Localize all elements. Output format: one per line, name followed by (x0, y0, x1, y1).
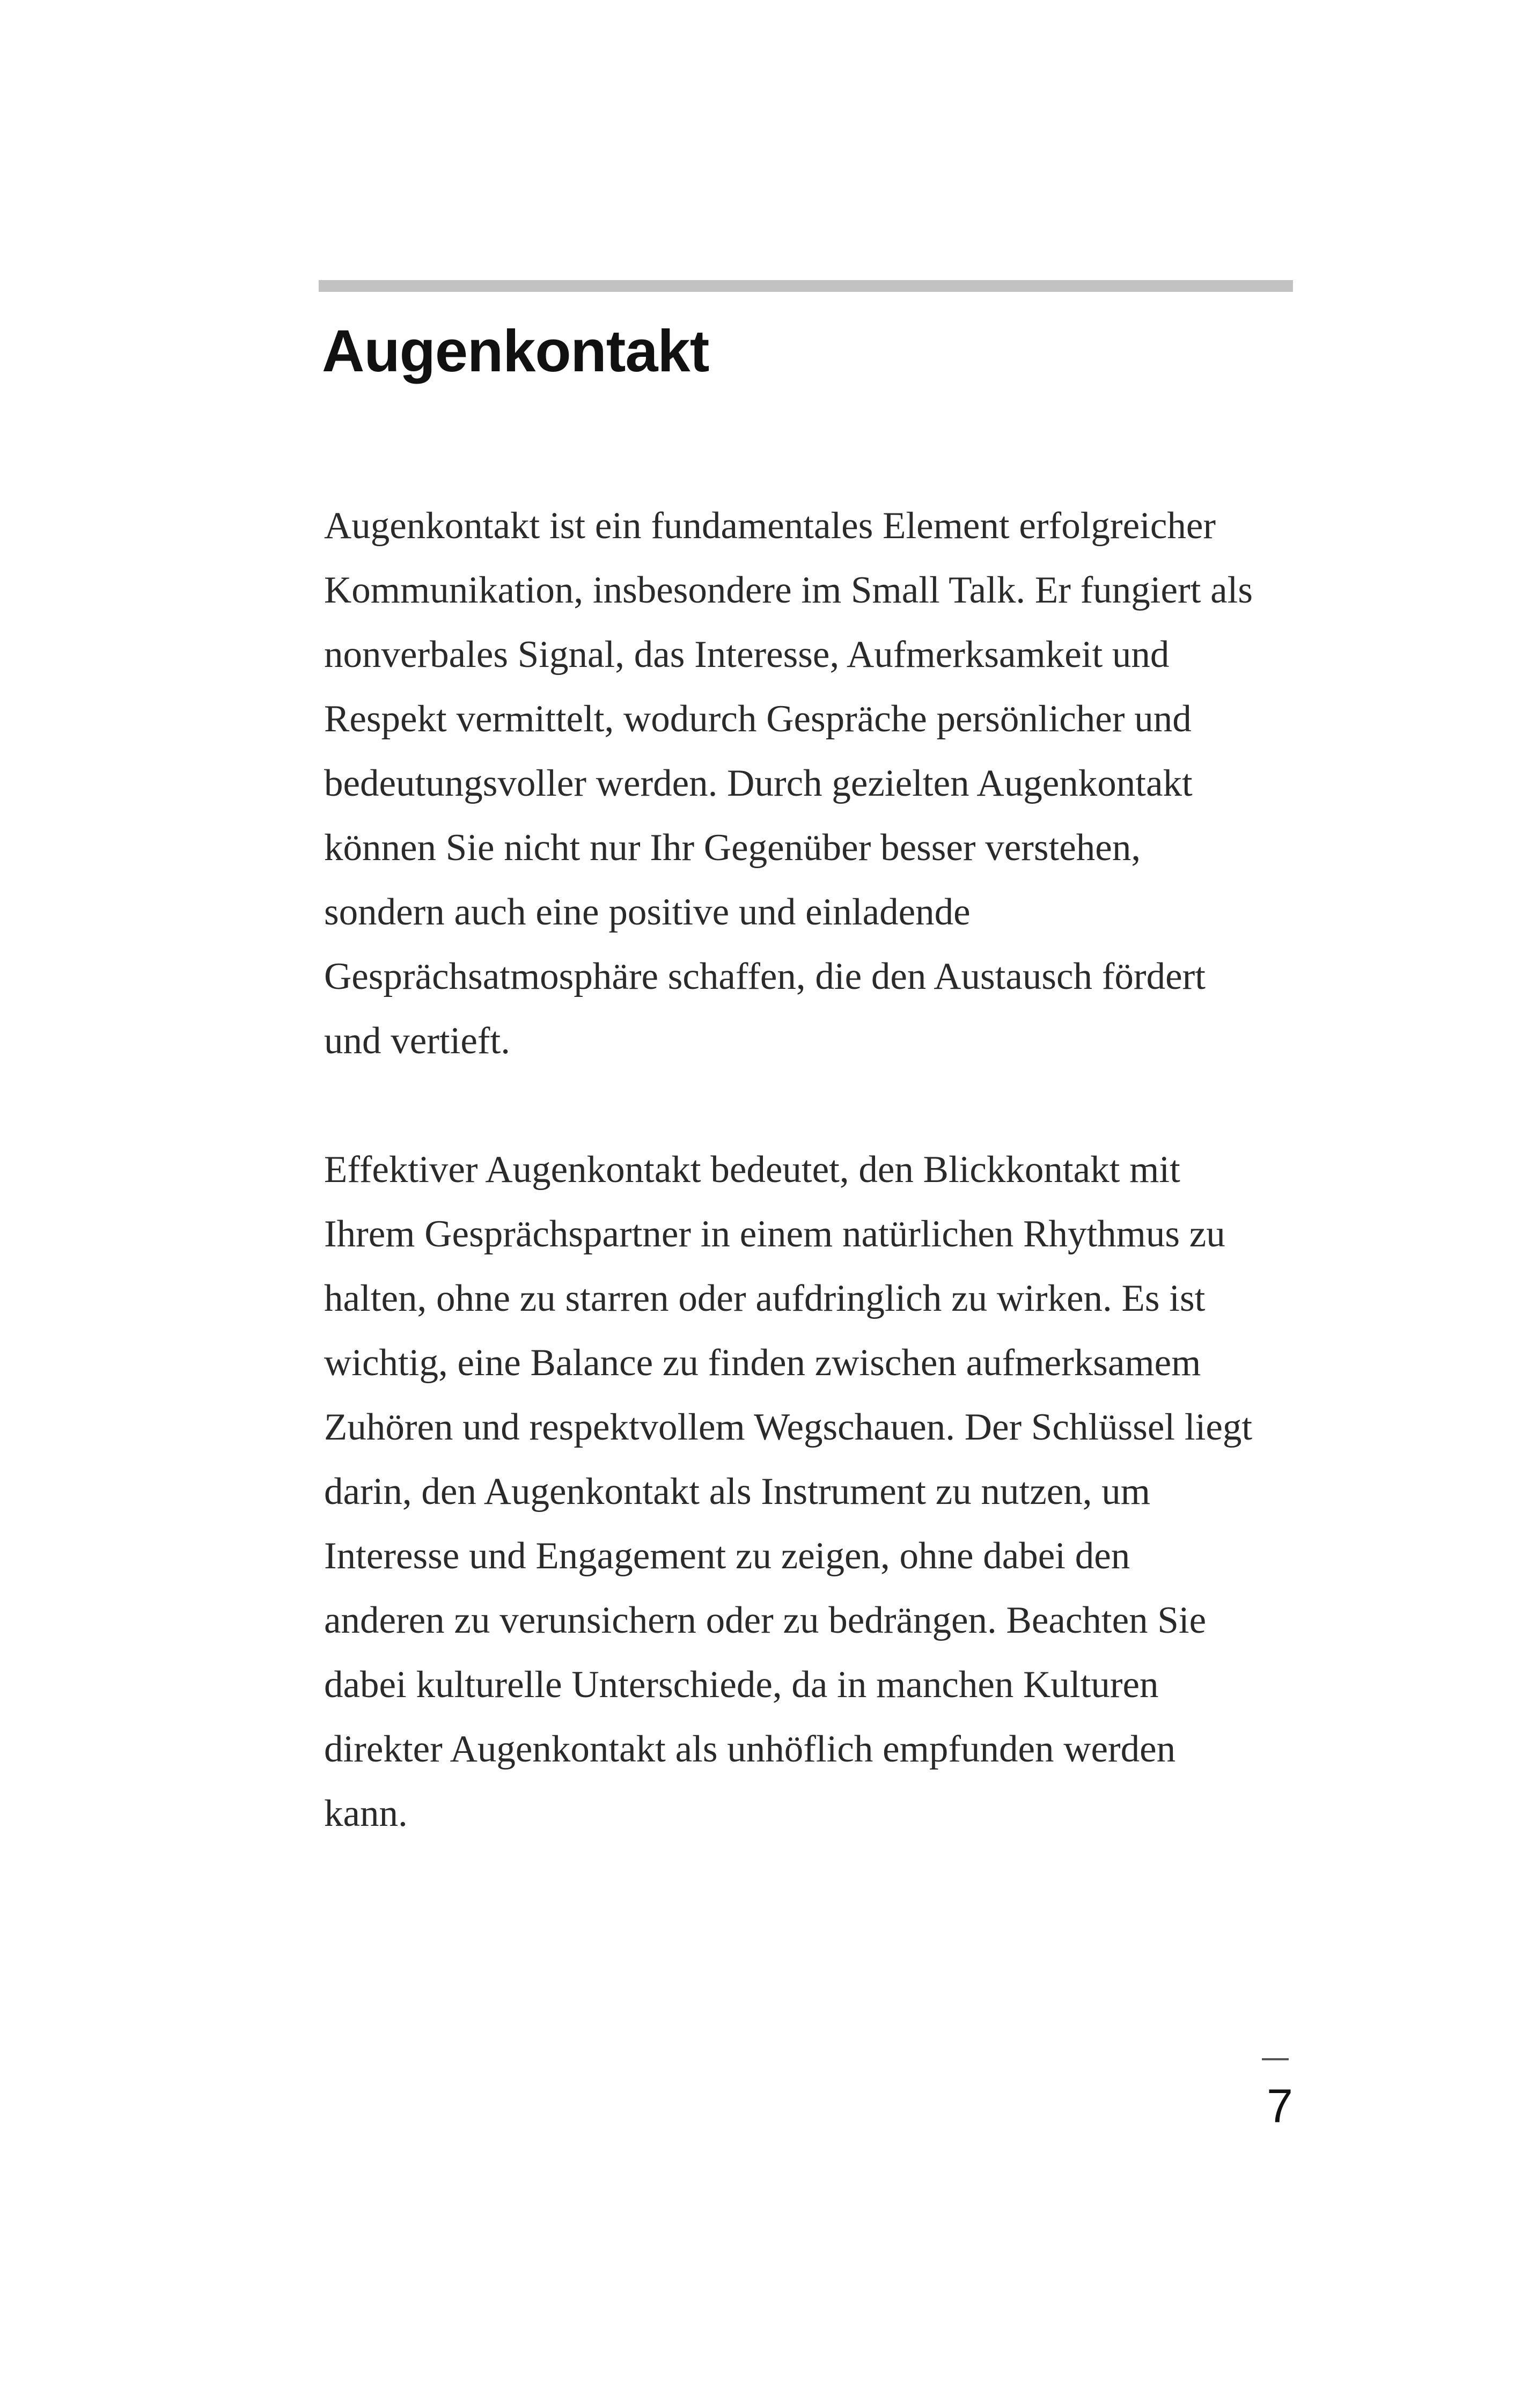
page-number-dash (1262, 2058, 1289, 2060)
paragraph-line: und vertieft. (324, 1020, 510, 1062)
paragraph-line: bedeutungsvoller werden. Durch gezielten Augenkontakt (324, 762, 1193, 804)
paragraph-line: anderen zu verunsichern oder zu bedrängen. Beachten Sie (324, 1599, 1207, 1641)
paragraph-2 (324, 1137, 1295, 1846)
chapter-body (324, 494, 1295, 1910)
paragraph-line: darin, den Augenkontakt als Instrument zu nutzen, um (324, 1471, 1150, 1513)
chapter-top-rule (319, 280, 1293, 292)
paragraph-line: direkter Augenkontakt als unhöflich empfunden werden (324, 1728, 1176, 1770)
paragraph-line: kann. (324, 1793, 408, 1834)
paragraph-line: sondern auch eine positive und einladende (324, 891, 971, 933)
paragraph-line: Kommunikation, insbesondere im Small Talk. Er fungiert als (324, 569, 1253, 611)
paragraph-line: Augenkontakt ist ein fundamentales Element erfolgreicher (324, 505, 1216, 547)
paragraph-line: Ihrem Gesprächspartner in einem natürlichen Rhythmus zu (324, 1213, 1225, 1255)
paragraph-line: Interesse und Engagement zu zeigen, ohne dabei den (324, 1535, 1130, 1577)
paragraph-line: Respekt vermittelt, wodurch Gespräche persönlicher und (324, 698, 1192, 740)
paragraph-line: nonverbales Signal, das Interesse, Aufmerksamkeit und (324, 634, 1170, 676)
paragraph-line: Effektiver Augenkontakt bedeutet, den Blickkontakt mit (324, 1149, 1180, 1191)
paragraph-line: Gesprächsatmosphäre schaffen, die den Austausch fördert (324, 956, 1206, 997)
chapter-title: Augenkontakt (322, 318, 709, 384)
paragraph-line: dabei kulturelle Unterschiede, da in manchen Kulturen (324, 1664, 1159, 1706)
paragraph-line: wichtig, eine Balance zu finden zwischen aufmerksamem (324, 1342, 1201, 1384)
paragraph-1 (324, 494, 1295, 1073)
paragraph-line: Zuhören und respektvollem Wegschauen. Der Schlüssel liegt (324, 1406, 1253, 1448)
paragraph-line: können Sie nicht nur Ihr Gegenüber besser verstehen, (324, 827, 1141, 869)
paragraph-line: halten, ohne zu starren oder aufdringlich zu wirken. Es ist (324, 1278, 1206, 1319)
page-number: 7 (1267, 2079, 1293, 2132)
